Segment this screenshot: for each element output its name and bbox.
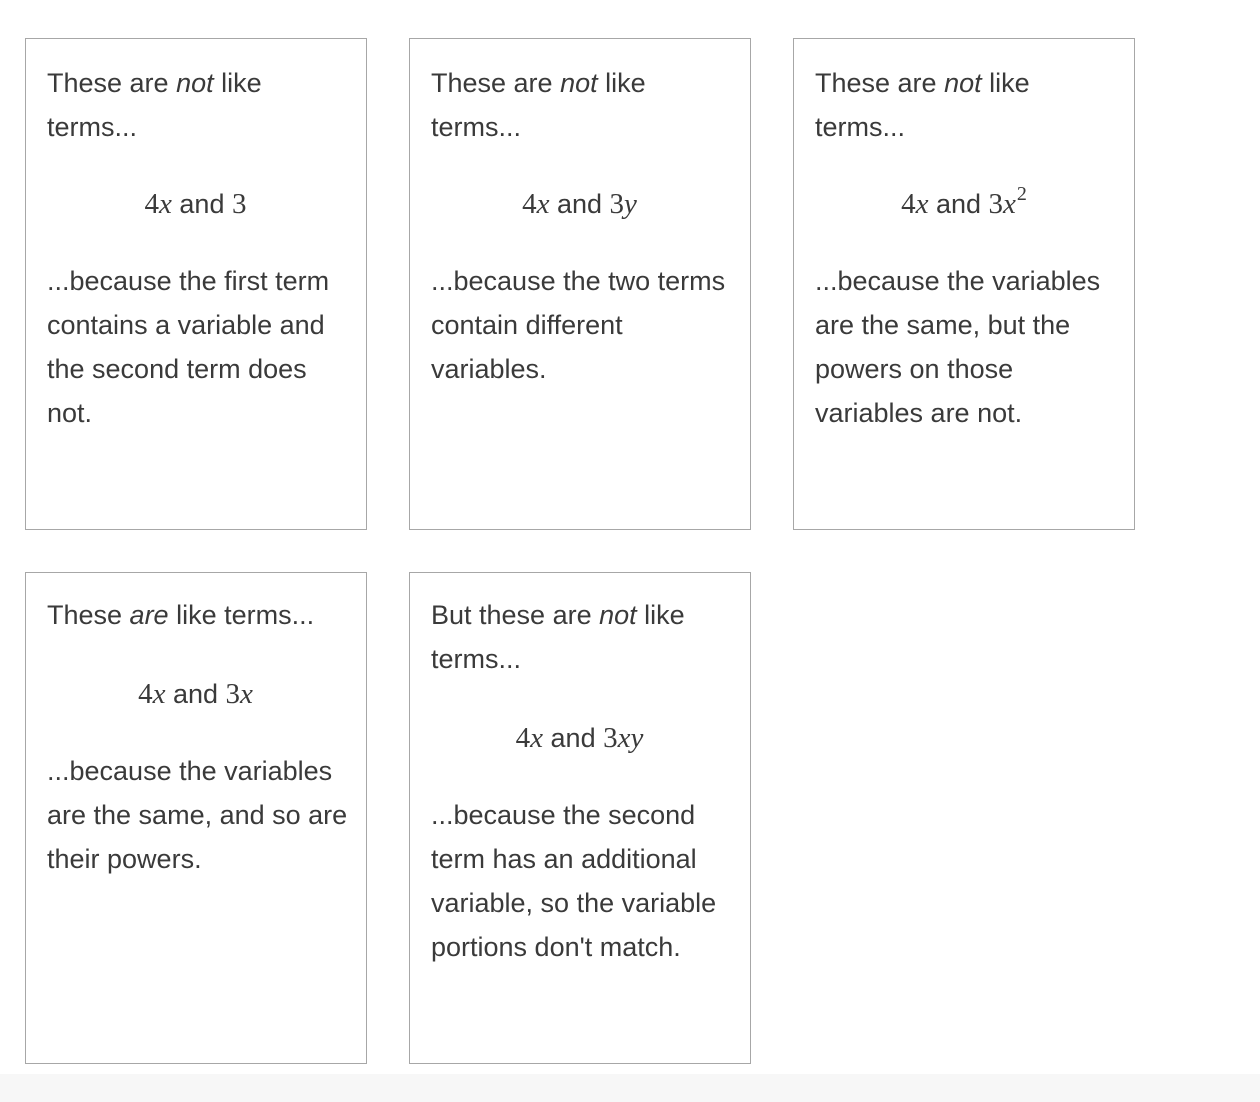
card-not-like-additional-variable — [409, 572, 751, 1064]
term-pair: 4x and 3x — [138, 678, 253, 710]
card-intro: These are not like terms... — [431, 68, 646, 142]
emphasis: not — [176, 68, 214, 98]
card-not-like-constant — [25, 38, 367, 530]
card-explanation: ...because the two terms contain different variables. — [431, 266, 726, 384]
term-pair: 4x and $3x^2$ — [901, 183, 1027, 220]
term-pair: 4x and 3 — [144, 188, 247, 220]
emphasis: not — [599, 600, 637, 630]
card-intro: These are like terms... — [47, 600, 315, 630]
term-pair: 4x and 3xy — [515, 722, 644, 754]
card-like-terms — [25, 572, 367, 1064]
card-explanation: ...because the first term contains a variable and the second term does not. — [47, 266, 330, 428]
emphasis: not — [944, 68, 982, 98]
term-pair: 4x and 3y — [522, 188, 637, 220]
exponent: 2 — [1016, 183, 1027, 205]
card-explanation: ...because the variables are the same, and so are their powers. — [47, 756, 348, 874]
card-intro: These are not like terms... — [815, 68, 1030, 142]
card-intro: But these are not like terms... — [431, 600, 685, 674]
card-not-like-different-variables — [409, 38, 751, 530]
card-explanation: ...because the second term has an additional variable, so the variable portions don't match. — [431, 800, 717, 962]
card-explanation: ...because the variables are the same, but the powers on those variables are not. — [815, 266, 1101, 428]
page-footer-strip — [0, 1074, 1260, 1102]
emphasis: are — [129, 600, 169, 630]
card-intro: These are not like terms... — [47, 68, 262, 142]
emphasis: not — [560, 68, 598, 98]
card-not-like-different-powers — [793, 38, 1135, 530]
